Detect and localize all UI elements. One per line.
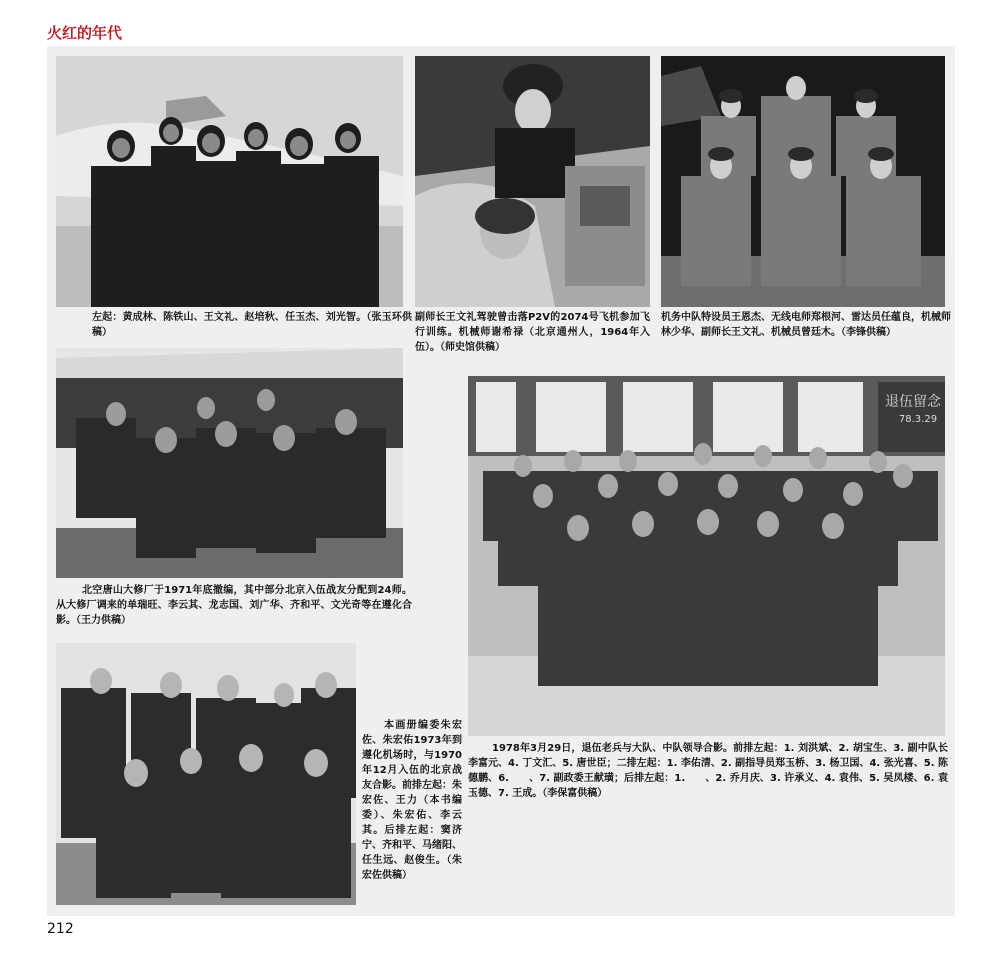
photo-airmen-jet xyxy=(56,56,403,307)
photo-forest-group xyxy=(56,348,403,578)
caption-photo1: 左起：黄成林、陈铁山、王文礼、赵培秋、任玉杰、刘光智。（张玉环供稿） xyxy=(92,312,412,338)
caption-photo3: 机务中队特设员王恩杰、无线电师郑根河、雷达员任蕴良，机械师林少华、副师长王文礼、机械员曾廷木。（李锋供稿） xyxy=(661,312,951,338)
page-header: 火红的年代 xyxy=(47,24,123,42)
photo-pilot-cockpit xyxy=(415,56,650,307)
caption-photo4: 北空唐山大修厂于1971年底撤编，其中部分北京入伍战友分配到24师。从大修厂调来的单瑞旺、李云其、龙志国、刘广华、齐和平、文光奇等在遵化合影。（王力供稿） xyxy=(56,585,412,626)
photo-ground-crew xyxy=(661,56,945,307)
photo-smiling-group xyxy=(56,643,356,905)
photo-date-text: 78.3.29 xyxy=(898,414,938,425)
caption-photo6: 本画册编委朱宏佐、朱宏佑1973年到遵化机场时，与1970年12月入伍的北京战友合影。前排左起：朱宏佐、王力（本书编委）、朱宏佑、李云其。后排左起：窦济宁、齐和平、马绪阳、任生远、赵俊生。（朱宏佐供稿） xyxy=(362,720,462,881)
photo-veterans-group xyxy=(468,376,945,736)
page-number: 212 xyxy=(47,921,74,937)
photo-sign-text: 退伍留念 xyxy=(885,394,941,410)
caption-photo5: 1978年3月29日，退伍老兵与大队、中队领导合影。前排左起：1. 刘洪斌、2. 胡宝生、3. 副中队长李富元、4. 丁文汇、5. 唐世臣；二排左起：1. 李佑清、2. 副指导员郑玉桥、3. 杨卫国、4. 张光喜、5. 陈德鹏、6. 、7. 副政委王献璜；后排左起：1. 、2. 乔月庆、3. 许承义、4. 袁伟、5. 吴凤楼、6. 袁玉德、7. 王成。（李保富供稿） xyxy=(468,743,948,799)
caption-photo2: 副师长王文礼驾驶曾击落P2V的2074号飞机参加飞行训练。机械师谢希禄（北京通州人，1964年入伍）。（师史馆供稿） xyxy=(415,312,650,353)
